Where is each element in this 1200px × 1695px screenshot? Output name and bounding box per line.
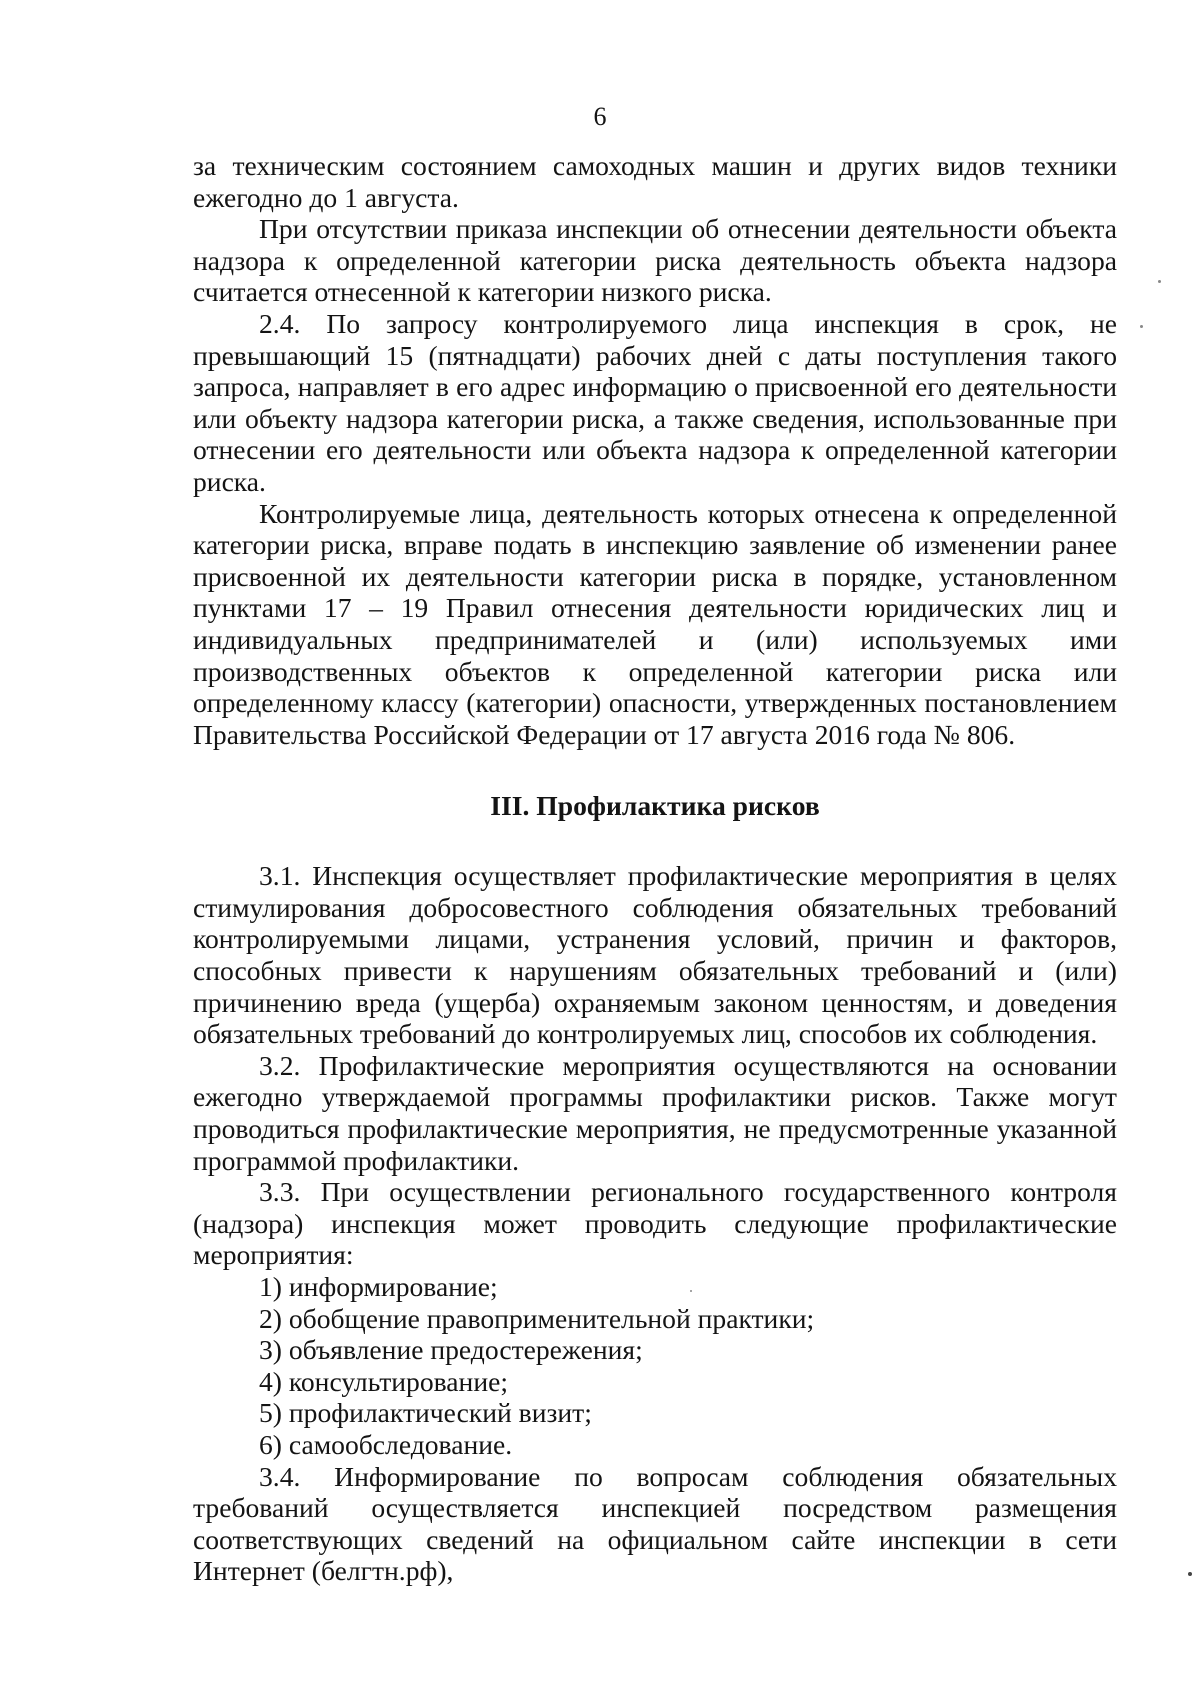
list-item: 6) самообследование.	[259, 1428, 513, 1460]
scan-speck	[1158, 280, 1161, 283]
list-item: 3) объявление предостережения;	[259, 1334, 643, 1366]
paragraph-3-2: 3.2. Профилактические мероприятия осуществляются на основании ежегодно утверждаемой программы профилактики рисков. Также могут проводиться профилактические мероприятия, не предусмотренные указанной программой профилактики.	[193, 1049, 1117, 1176]
paragraph-controlled-persons: Контролируемые лица, деятельность которых отнесена к определенной категории риска, вправе подать в инспекцию заявление об изменении ранее присвоенной их деятельности категории риска в порядке, установленном пунктами 17 – 19 Правил отнесения деятельности юридических лиц и индивидуальных предпринимателей и (или) используемых ими производственных объектов к определенной категории риска или определенному классу (категории) опасности, утвержденных постановлением Правительства Российской Федерации от 17 августа 2016 года № 806.	[193, 497, 1117, 750]
paragraph-3-3: 3.3. При осуществлении регионального государственного контроля (надзора) инспекция может проводить следующие профилактические мероприятия:	[193, 1176, 1117, 1271]
list-item: 2) обобщение правоприменительной практики;	[259, 1302, 815, 1334]
scan-speck	[1140, 325, 1143, 328]
list-item: 5) профилактический визит;	[259, 1397, 592, 1429]
paragraph-no-order: При отсутствии приказа инспекции об отнесении деятельности объекта надзора к определенной категории риска деятельность объекта надзора считается отнесенной к категории низкого риска.	[193, 213, 1117, 308]
scan-speck	[1188, 1572, 1192, 1576]
measures-list	[193, 1271, 1117, 1461]
paragraph-continuation: за техническим состоянием самоходных машин и других видов техники ежегодно до 1 августа.	[193, 150, 1117, 213]
paragraph-3-4: 3.4. Информирование по вопросам соблюдения обязательных требований осуществляется инспекцией посредством размещения соответствующих сведений на официальном сайте инспекции в сети Интернет (белгтн.рф),	[193, 1460, 1117, 1587]
section-heading: III. Профилактика рисков	[490, 790, 820, 822]
document-body	[193, 150, 1117, 1587]
list-item: 1) информирование;	[259, 1271, 498, 1302]
scan-speck	[690, 1290, 692, 1292]
list-item: 4) консультирование;	[259, 1365, 509, 1397]
paragraph-3-1: 3.1. Инспекция осуществляет профилактические мероприятия в целях стимулирования добросовестного соблюдения обязательных требований контролируемыми лицами, устранения условий, причин и факторов, способных привести к нарушениям обязательных требований и (или) причинению вреда (ущерба) охраняемым законом ценностям, и доведения обязательных требований до контролируемых лиц, способов их соблюдения.	[193, 860, 1117, 1050]
paragraph-2-4: 2.4. По запросу контролируемого лица инспекция в срок, не превышающий 15 (пятнадцати) рабочих дней с даты поступления такого запроса, направляет в его адрес информацию о присвоенной его деятельности или объекту надзора категории риска, а также сведения, использованные при отнесении его деятельности или объекта надзора к определенной категории риска.	[193, 307, 1117, 497]
page-number: 6	[593, 102, 607, 131]
